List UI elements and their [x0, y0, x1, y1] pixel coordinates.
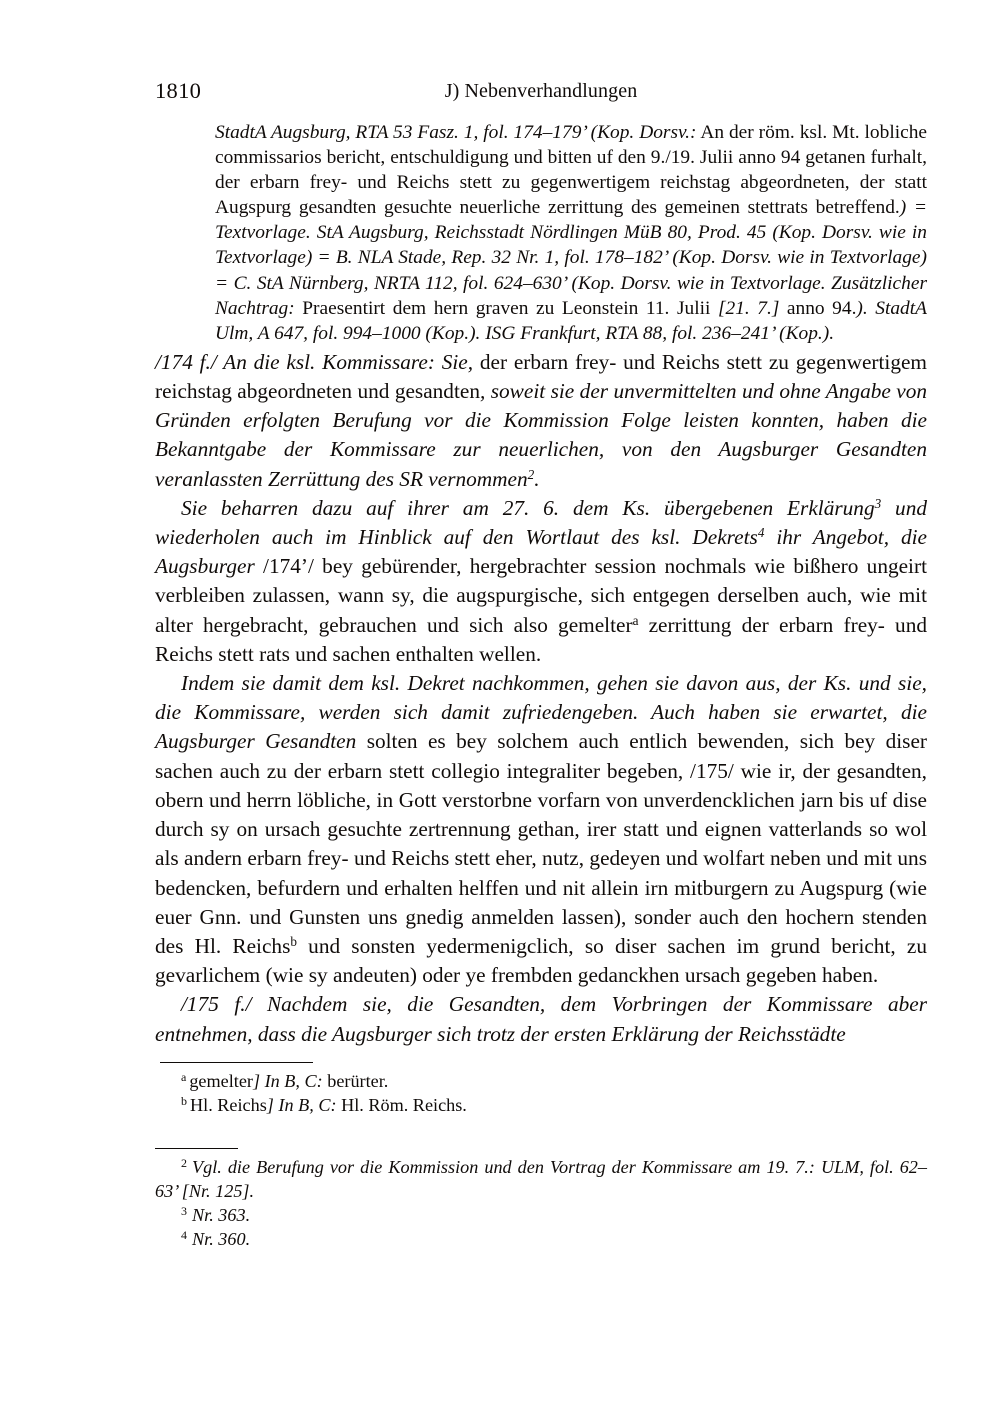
variant-apparatus — [155, 1062, 927, 1117]
variant-note-text: gemelter] In B, C: berürter. — [189, 1071, 389, 1091]
apparatus-rule-variants — [160, 1062, 313, 1063]
footnote-2 — [155, 1155, 927, 1203]
text-frame — [155, 120, 927, 1049]
paragraph-nachdem: /175 f./ Nachdem sie, die Gesandten, dem Vorbringen der Kommissare aber entnehmen, dass die Augsburger sich trotz der ersten Erklärung der Reichsstädte — [155, 992, 927, 1046]
paragraph-beharren: Sie beharren dazu auf ihrer am 27. 6. dem Ks. übergebenen Erklärung$^3$ und wiederholen auch im Hinblick auf den Wortlaut des ksl. Dekrets$^4$ ihr Angebot, die Augsburger /174’/ bey gebürender, hergebrachter session nochmals wie bißhero ungeirt verbleiben zulassen, wann sy, die augspurgische, sich entgegen derselben auch, wie mit alter hergebracht, gebrauchen und sich also gemelter$^a$ zerrittung der erbarn frey- und Reichs stett rats und sachen enthalten wellen. — [155, 495, 928, 666]
body-paragraphs — [155, 348, 927, 1049]
page-folio-number: 1810 — [155, 78, 202, 103]
footnote-text: Nr. 363. — [192, 1205, 251, 1225]
variant-note-a — [155, 1069, 927, 1093]
footnote-apparatus — [155, 1148, 927, 1251]
variant-note-marker: b — [181, 1094, 187, 1108]
paragraph-indem: Indem sie damit dem ksl. Dekret nachkommen, gehen sie davon aus, der Ks. und sie, die Kommissare, werden sich damit zufriedengeben. Auch haben sie erwartet, die Augsburger Gesandten solten es bey solchem auch entlich bewenden, sich bey diser sachen auch zu der erbarn stett collegio integraliter begeben, /175/ wie ir, der gesandten, obern und herrn löbliche, in Gott verstorbne vorfarn von unverdencklichen jarn bis uf dise durch sy on ursach gesuchte zertrennung gethan, irer statt und eignen vatterlands so wol als andern erbarn frey- und Reichs stett eher, nutz, gedeyen und wolfart neben und mit uns bedencken, befurdern und erhalten helffen und nit allein irn mitburgern zu Augspurg (wie euer Gnn. und Gunsten uns gnedig anmelden lassen), sonder auch den hochern stenden des Hl. Reichs$^b$ und sonsten yedermenigclich, so diser sachen im grund bericht, zu gevarlichem (wie sy andeuten) oder ye frembden gedanckhen ursach gegeben haben. — [155, 671, 928, 988]
variant-note-marker: a — [181, 1070, 187, 1084]
paragraph-kommissare: /174 f./ An die ksl. Kommissare: Sie, der erbarn frey- und Reichs stett zu gegenwertigem reichstag abgeordneten und gesandten, soweit sie der unvermittelten und ohne Angabe von Gründen erfolgten Berufung vor die Kommission Folge leisten konnten, haben die Bekanntgabe der Kommissare zur neuerlichen, von den Augsburger Gesandten veranlassten Zerrüttung des SR vernommen$^2$. — [155, 349, 928, 491]
footnote-marker: 4 — [181, 1228, 187, 1242]
footnote-4 — [155, 1227, 927, 1251]
variant-note-text: Hl. Reichs] In B, C: Hl. Röm. Reichs. — [190, 1095, 467, 1115]
apparatus-rule-footnotes — [155, 1148, 238, 1149]
footnote-marker: 3 — [181, 1204, 187, 1218]
running-head-title: J) Nebenverhandlungen — [444, 80, 638, 102]
footnote-marker: 2 — [181, 1156, 187, 1170]
source-description-block: StadtA Augsburg, RTA 53 Fasz. 1, fol. 174–179’ (Kop. Dorsv.: An der röm. ksl. Mt. lobliche commissarios bericht, entschuldigung und bitten uf den 9./19. Julii anno 94 getanen furhalt, der erbarn frey- und Reichs stett zu gegenwertigem reichstag abgeordneten, der statt Augspurg gesandten gesuchte neuerliche zerrittung des gemeinen stettrats betreffend.) = Textvorlage. StA Augsburg, Reichsstadt Nördlingen MüB 80, Prod. 45 (Kop. Dorsv. wie in Textvorlage) = B. NLA Stade, Rep. 32 Nr. 1, fol. 178–182’ (Kop. Dorsv. wie in Textvorlage) = C. StA Nürnberg, NRTA 112, fol. 624–630’ (Kop. Dorsv. wie in Textvorlage. Zusätzlicher Nachtrag: Praesentirt dem hern graven zu Leonstein 11. Julii [21. 7.] anno 94.). StadtA Ulm, A 647, fol. 994–1000 (Kop.). ISG Frankfurt, RTA 88, fol. 236–241’ (Kop.). — [215, 122, 928, 344]
footnote-text: Vgl. die Berufung vor die Kommission und den Vortrag der Kommissare am 19. 7.: ULM, fol. 62–63’ [Nr. 125]. — [155, 1157, 927, 1201]
running-head — [155, 78, 927, 104]
footnote-text: Nr. 360. — [192, 1229, 251, 1249]
variant-note-b — [155, 1093, 927, 1117]
footnote-3 — [155, 1203, 927, 1227]
